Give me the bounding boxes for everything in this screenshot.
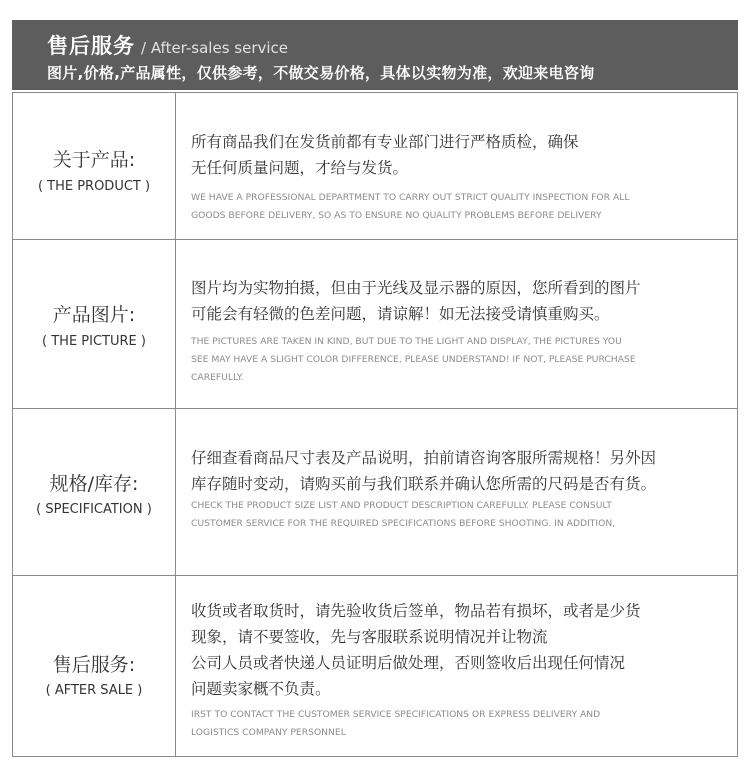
header-banner [12,20,738,90]
row-label-zh: 售后服务: [52,654,136,676]
header-title: 售后服务 [47,34,135,58]
row-text-zh: 问题卖家概不负责。 [191,680,331,698]
row-content-cell [191,275,731,387]
info-table [12,92,738,757]
row-text-zh: 库存随时变动，请购买前与我们联系并确认您所需的尺码是否有货。 [191,475,657,493]
header-note: 图片,价格,产品属性，仅供参考，不做交易价格，具体以实物为准，欢迎来电咨询 [47,64,595,82]
row-text-en: CAREFULLY. [191,372,244,383]
row-content-cell [191,129,731,225]
header-title-line [47,30,288,60]
table-row-product [13,93,737,240]
row-label-cell [13,240,176,408]
row-text-en: WE HAVE A PROFESSIONAL DEPARTMENT TO CARRY OUT STRICT QUALITY INSPECTION FOR ALL [191,192,630,203]
table-row-picture [13,240,737,409]
row-text-zh: 所有商品我们在发货前都有专业部门进行严格质检，确保 [191,133,579,151]
row-label-cell [13,576,176,756]
row-content-cell [191,445,731,533]
row-text-zh: 图片均为实物拍摄，但由于光线及显示器的原因，您所看到的图片 [191,279,641,297]
row-text-zh: 现象，请不要签收，先与客服联系说明情况并让物流 [191,628,548,646]
row-label-zh: 关于产品: [52,149,136,171]
row-label-zh: 规格/库存: [49,473,139,495]
row-text-en: GOODS BEFORE DELIVERY, SO AS TO ENSURE NO QUALITY PROBLEMS BEFORE DELIVERY [191,210,602,221]
row-label-zh: 产品图片: [52,304,136,326]
row-text-en: CHECK THE PRODUCT SIZE LIST AND PRODUCT DESCRIPTION CAREFULLY. PLEASE CONSULT [191,500,612,511]
header-subtitle: / After-sales service [141,39,289,57]
row-label-cell [13,93,176,239]
row-text-zh: 仔细查看商品尺寸表及产品说明，拍前请咨询客服所需规格！另外因 [191,449,657,467]
row-text-en: THE PICTURES ARE TAKEN IN KIND, BUT DUE TO THE LIGHT AND DISPLAY, THE PICTURES YOU [191,336,622,347]
row-text-zh: 可能会有轻微的色差问题，请谅解！如无法接受请慎重购买。 [191,305,610,323]
row-text-en: CUSTOMER SERVICE FOR THE REQUIRED SPECIFICATIONS BEFORE SHOOTING. IN ADDITION, [191,518,616,529]
row-content-cell [191,598,731,742]
table-row-after-sale [13,576,737,756]
row-label-en: ( SPECIFICATION ) [36,502,152,517]
row-label-en: ( AFTER SALE ) [45,683,143,698]
row-text-en: LOGISTICS COMPANY PERSONNEL [191,727,346,738]
row-text-zh: 无任何质量问题，才给与发货。 [191,159,409,177]
row-text-zh: 公司人员或者快递人员证明后做处理，否则签收后出现任何情况 [191,654,626,672]
row-text-zh: 收货或者取货时，请先验收货后签单，物品若有损坏，或者是少货 [191,602,641,620]
row-label-en: ( THE PICTURE ) [42,334,146,349]
row-text-en: IRST TO CONTACT THE CUSTOMER SERVICE SPECIFICATIONS OR EXPRESS DELIVERY AND [191,709,601,720]
row-label-en: ( THE PRODUCT ) [37,179,151,194]
table-row-specification [13,409,737,576]
row-text-en: SEE MAY HAVE A SLIGHT COLOR DIFFERENCE, PLEASE UNDERSTAND! IF NOT, PLEASE PURCHASE [191,354,636,365]
row-label-cell [13,409,176,575]
